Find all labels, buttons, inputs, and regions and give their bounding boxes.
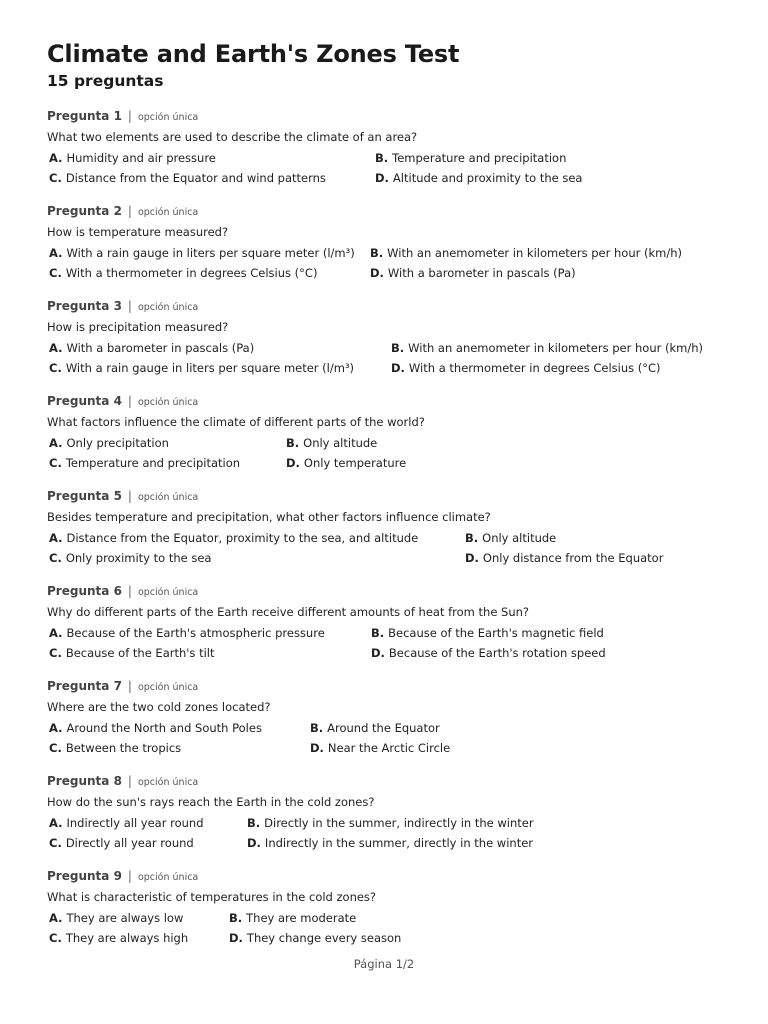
answer-option[interactable] (373, 150, 747, 166)
question-number (47, 679, 122, 693)
option-letter: C. (49, 361, 62, 375)
option-letter: A. (49, 531, 63, 545)
separator: | (127, 109, 132, 123)
option-text: Only proximity to the sea (65, 551, 212, 565)
question-text: What two elements are used to describe the climate of an area? (47, 130, 418, 144)
option-text: With a rain gauge in liters per square meter (l/m³) (65, 361, 355, 375)
option-letter: C. (49, 646, 62, 660)
option-letter: D. (247, 836, 261, 850)
question-index: 5 (113, 489, 122, 503)
question-text: Besides temperature and precipitation, what other factors influence climate? (47, 510, 491, 524)
answer-option[interactable] (389, 360, 747, 376)
question-header (47, 868, 747, 886)
option-text: Only temperature (303, 456, 407, 470)
option-text: Altitude and proximity to the sea (392, 171, 583, 185)
question-list (47, 108, 747, 946)
option-letter: C. (49, 931, 62, 945)
question-header (47, 393, 747, 411)
answer-option[interactable] (369, 625, 747, 641)
answer-option[interactable] (284, 455, 747, 471)
question-type: opción única (137, 682, 199, 693)
question-type: opción única (137, 112, 199, 123)
answer-options (47, 150, 747, 186)
answer-option[interactable] (308, 740, 747, 756)
answer-options (47, 435, 747, 471)
answer-option[interactable] (47, 550, 463, 566)
answer-option[interactable] (47, 150, 373, 166)
option-text: Around the Equator (327, 721, 440, 735)
question-word: Pregunta (47, 584, 110, 598)
question-block (47, 773, 747, 851)
option-text: Between the tropics (65, 741, 182, 755)
question-index: 9 (113, 869, 122, 883)
option-letter: A. (49, 816, 63, 830)
question-text: What factors influence the climate of different parts of the world? (47, 415, 425, 429)
question-type: opción única (137, 587, 199, 598)
option-letter: A. (49, 436, 63, 450)
option-text: Humidity and air pressure (66, 151, 216, 165)
answer-option[interactable] (227, 910, 747, 926)
option-letter: B. (371, 626, 385, 640)
question-block (47, 393, 747, 471)
answer-option[interactable] (47, 455, 284, 471)
question-number (47, 394, 122, 408)
question-word: Pregunta (47, 109, 110, 123)
answer-options (47, 910, 747, 946)
option-text: Because of the Earth's atmospheric pressure (66, 626, 325, 640)
option-letter: C. (49, 836, 62, 850)
option-letter: A. (49, 246, 63, 260)
option-letter: B. (247, 816, 261, 830)
option-text: Only precipitation (66, 436, 169, 450)
answer-option[interactable] (47, 360, 389, 376)
question-type: opción única (137, 207, 199, 218)
option-letter: A. (49, 721, 63, 735)
question-word: Pregunta (47, 679, 110, 693)
option-letter: B. (229, 911, 243, 925)
question-header (47, 298, 747, 316)
question-type: opción única (137, 872, 199, 883)
question-type: opción única (137, 777, 199, 788)
answer-option[interactable] (463, 530, 747, 546)
option-text: Only altitude (303, 436, 378, 450)
option-text: They are always low (66, 911, 184, 925)
option-text: Directly all year round (65, 836, 194, 850)
question-number (47, 869, 122, 883)
question-count: 15 preguntas (47, 72, 164, 90)
option-letter: A. (49, 626, 63, 640)
option-letter: A. (49, 341, 63, 355)
question-index: 4 (113, 394, 122, 408)
answer-option[interactable] (308, 720, 747, 736)
question-number (47, 109, 122, 123)
answer-option[interactable] (47, 910, 227, 926)
option-letter: B. (370, 246, 384, 260)
option-text: Near the Arctic Circle (327, 741, 451, 755)
option-text: They are always high (65, 931, 189, 945)
question-index: 7 (113, 679, 122, 693)
option-text: Directly in the summer, indirectly in the winter (264, 816, 534, 830)
answer-option[interactable] (47, 720, 308, 736)
option-text: With an anemometer in kilometers per hour (km/h) (387, 246, 683, 260)
question-block (47, 298, 747, 376)
question-word: Pregunta (47, 394, 110, 408)
option-letter: D. (229, 931, 243, 945)
answer-option[interactable] (47, 530, 463, 546)
question-header (47, 583, 747, 601)
option-text: With an anemometer in kilometers per hour (km/h) (408, 341, 704, 355)
question-block (47, 868, 747, 946)
option-text: They are moderate (246, 911, 357, 925)
question-word: Pregunta (47, 489, 110, 503)
question-header (47, 678, 747, 696)
option-text: Only distance from the Equator (482, 551, 664, 565)
option-text: Distance from the Equator, proximity to the sea, and altitude (66, 531, 419, 545)
question-header (47, 108, 747, 126)
answer-option[interactable] (47, 740, 308, 756)
option-letter: C. (49, 741, 62, 755)
separator: | (127, 584, 132, 598)
option-text: Because of the Earth's tilt (65, 646, 215, 660)
question-header (47, 488, 747, 506)
option-text: With a barometer in pascals (Pa) (387, 266, 576, 280)
answer-option[interactable] (47, 245, 368, 261)
separator: | (127, 204, 132, 218)
separator: | (127, 679, 132, 693)
option-text: With a thermometer in degrees Celsius (°C) (65, 266, 318, 280)
question-word: Pregunta (47, 869, 110, 883)
question-block (47, 583, 747, 661)
option-letter: D. (370, 266, 384, 280)
page-number: Página 1/2 (353, 957, 415, 971)
option-letter: D. (286, 456, 300, 470)
separator: | (127, 489, 132, 503)
question-index: 6 (113, 584, 122, 598)
option-text: Because of the Earth's magnetic field (388, 626, 604, 640)
answer-option[interactable] (245, 835, 747, 851)
question-type: opción única (137, 302, 199, 313)
option-text: With a thermometer in degrees Celsius (°C) (408, 361, 661, 375)
answer-option[interactable] (368, 265, 747, 281)
worksheet-page (47, 40, 747, 946)
answer-option[interactable] (47, 835, 245, 851)
option-letter: C. (49, 171, 62, 185)
option-letter: B. (286, 436, 300, 450)
answer-option[interactable] (47, 265, 368, 281)
option-letter: B. (391, 341, 405, 355)
answer-option[interactable] (47, 645, 369, 661)
question-block (47, 108, 747, 186)
option-letter: D. (391, 361, 405, 375)
option-letter: C. (49, 266, 62, 280)
answer-option[interactable] (47, 815, 245, 831)
question-block (47, 678, 747, 756)
answer-option[interactable] (284, 435, 747, 451)
answer-options (47, 625, 747, 661)
question-word: Pregunta (47, 299, 110, 313)
question-text: How do the sun's rays reach the Earth in the cold zones? (47, 795, 375, 809)
question-header (47, 773, 747, 791)
question-block (47, 203, 747, 281)
option-letter: A. (49, 151, 63, 165)
question-word: Pregunta (47, 774, 110, 788)
option-text: Indirectly all year round (66, 816, 204, 830)
option-text: Distance from the Equator and wind patterns (65, 171, 326, 185)
answer-option[interactable] (47, 435, 284, 451)
question-number (47, 299, 122, 313)
option-letter: C. (49, 456, 62, 470)
option-letter: B. (465, 531, 479, 545)
question-number (47, 774, 122, 788)
option-letter: D. (375, 171, 389, 185)
option-text: Only altitude (482, 531, 557, 545)
question-text: Where are the two cold zones located? (47, 700, 271, 714)
option-letter: D. (465, 551, 479, 565)
option-text: They change every season (246, 931, 402, 945)
question-text: What is characteristic of temperatures in the cold zones? (47, 890, 377, 904)
answer-options (47, 340, 747, 376)
option-letter: B. (375, 151, 389, 165)
question-index: 3 (113, 299, 122, 313)
option-text: Indirectly in the summer, directly in the winter (264, 836, 534, 850)
answer-option[interactable] (47, 170, 373, 186)
option-letter: A. (49, 911, 63, 925)
question-index: 2 (113, 204, 122, 218)
question-text: Why do different parts of the Earth receive different amounts of heat from the Sun? (47, 605, 530, 619)
option-letter: C. (49, 551, 62, 565)
separator: | (127, 299, 132, 313)
option-text: Temperature and precipitation (392, 151, 567, 165)
answer-option[interactable] (389, 340, 747, 356)
question-type: opción única (137, 492, 199, 503)
question-text: How is temperature measured? (47, 225, 229, 239)
separator: | (127, 774, 132, 788)
option-text: Temperature and precipitation (65, 456, 241, 470)
option-text: Around the North and South Poles (66, 721, 262, 735)
option-text: With a barometer in pascals (Pa) (66, 341, 255, 355)
option-text: With a rain gauge in liters per square meter (l/m³) (66, 246, 355, 260)
question-number (47, 584, 122, 598)
test-title: Climate and Earth's Zones Test (47, 40, 460, 68)
question-block (47, 488, 747, 566)
question-number (47, 204, 122, 218)
answer-option[interactable] (47, 340, 389, 356)
option-letter: D. (371, 646, 385, 660)
question-index: 8 (113, 774, 122, 788)
option-text: Because of the Earth's rotation speed (388, 646, 606, 660)
separator: | (127, 394, 132, 408)
question-index: 1 (113, 109, 122, 123)
answer-option[interactable] (245, 815, 747, 831)
question-header (47, 203, 747, 221)
answer-option[interactable] (369, 645, 747, 661)
answer-options (47, 530, 747, 566)
question-word: Pregunta (47, 204, 110, 218)
option-letter: D. (310, 741, 324, 755)
answer-options (47, 720, 747, 756)
answer-option[interactable] (47, 930, 227, 946)
separator: | (127, 869, 132, 883)
answer-option[interactable] (227, 930, 747, 946)
answer-option[interactable] (368, 245, 747, 261)
answer-options (47, 245, 747, 281)
answer-option[interactable] (47, 625, 369, 641)
answer-option[interactable] (373, 170, 747, 186)
question-number (47, 489, 122, 503)
option-letter: B. (310, 721, 324, 735)
answer-options (47, 815, 747, 851)
answer-option[interactable] (463, 550, 747, 566)
question-type: opción única (137, 397, 199, 408)
question-text: How is precipitation measured? (47, 320, 229, 334)
